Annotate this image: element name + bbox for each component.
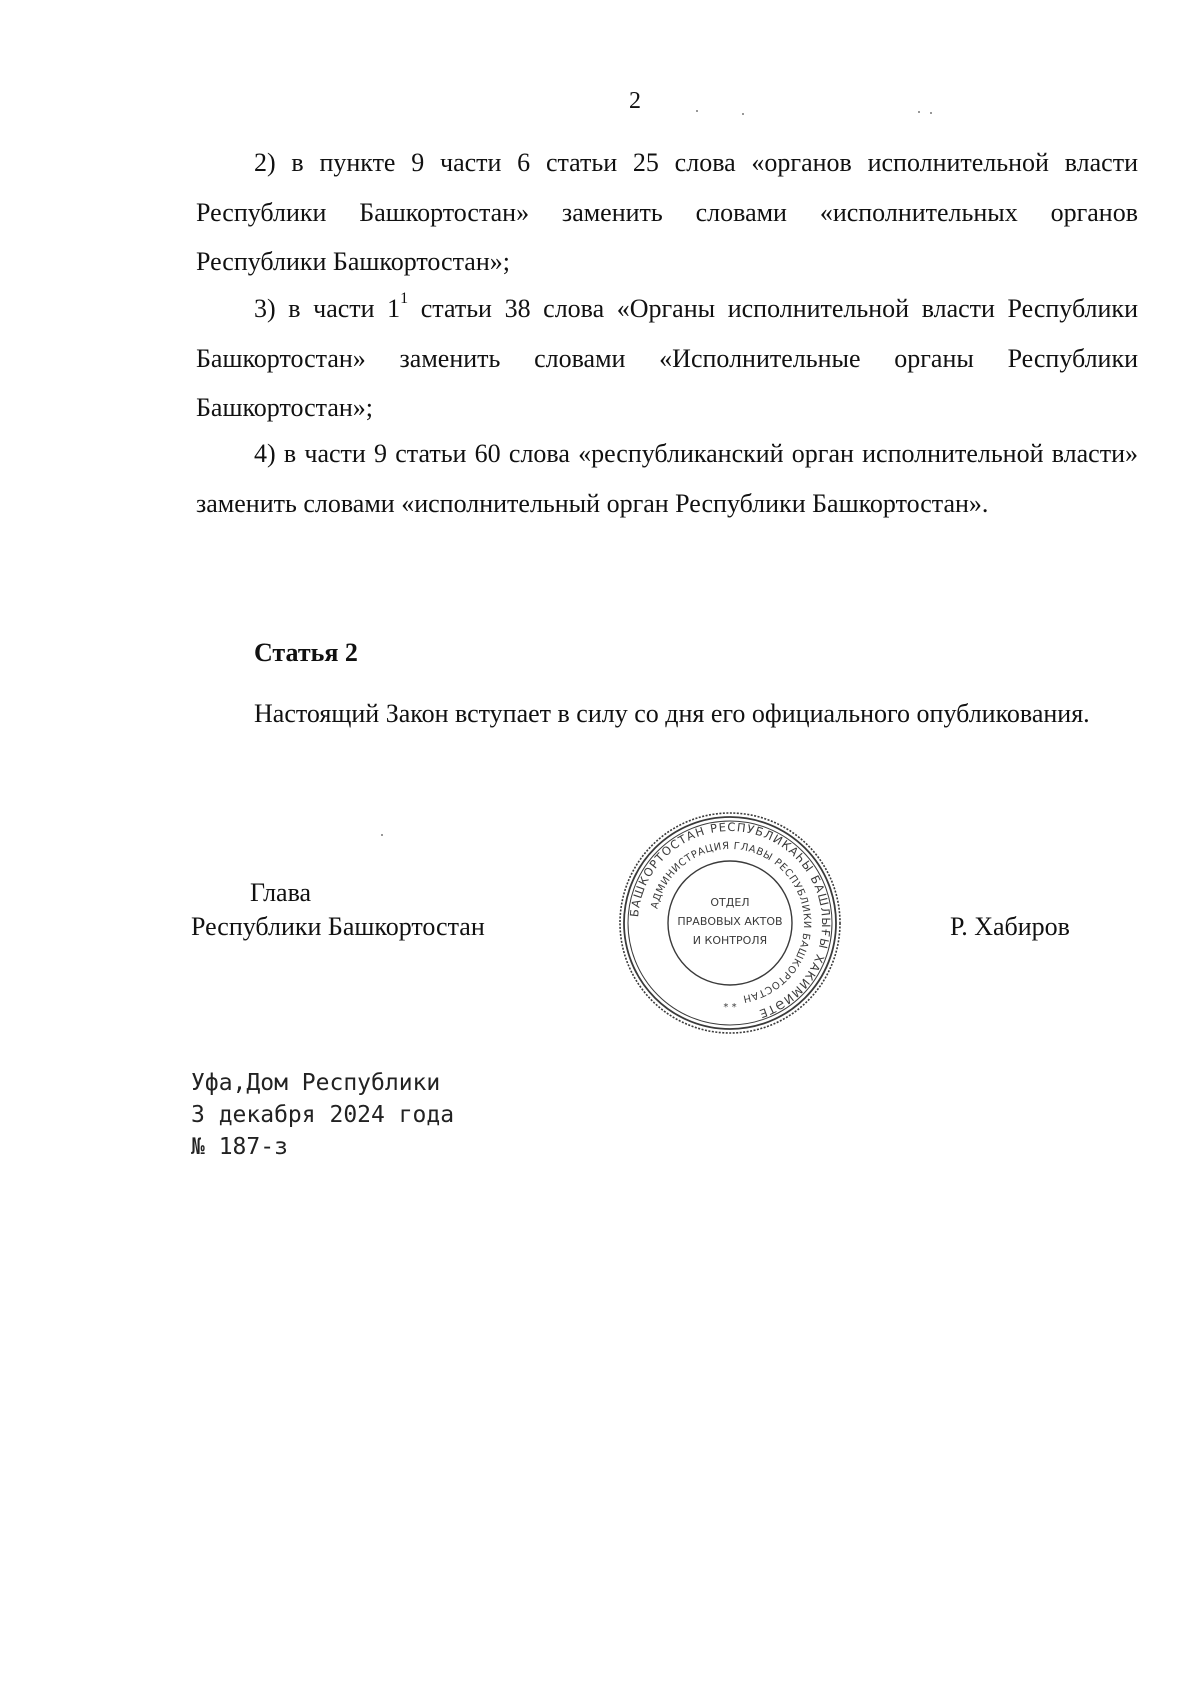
superscript-index: 1 [400, 290, 409, 307]
amendment-item-3-start: 3) в части 1 [254, 294, 401, 323]
scan-speck [930, 112, 932, 114]
official-seal [617, 810, 843, 1036]
scan-speck [742, 113, 744, 115]
seal-center-line-2: ПРАВОВЫХ АКТОВ [677, 915, 783, 928]
amendment-item-2: 2) в пункте 9 части 6 статьи 25 слова «органов исполнительной власти Республики Башкортостан» заменить словами «исполнительных органов Республики Башкортостан»; [196, 148, 1138, 276]
seal-inner-text: АДМИНИСТРАЦИЯ ГЛАВЫ РЕСПУБЛИКИ БАШКОРТОСТАН [649, 840, 813, 1004]
seal-outer-text: БАШКОРТОСТАН РЕСПУБЛИКАҺЫ БАШЛЫҒЫ ХАКИМИӘТЕ [627, 819, 834, 1022]
signer-title-line-1: Глава [250, 878, 312, 907]
scan-speck [918, 111, 920, 113]
signer-title-line-2: Республики Башкортостан [191, 912, 485, 941]
document-footer [191, 1067, 454, 1163]
seal-center-line-1: ОТДЕЛ [710, 896, 750, 909]
page-number: 2 [629, 88, 641, 114]
signer-name: Р. Хабиров [950, 912, 1070, 941]
seal-center-line-3: И КОНТРОЛЯ [692, 934, 768, 947]
amendment-item-3 [196, 284, 1138, 433]
scan-speck [696, 110, 698, 112]
footer-place: Уфа,Дом Республики [191, 1070, 441, 1096]
footer-date: 3 декабря 2024 года [191, 1102, 455, 1128]
article-heading: Статья 2 [254, 638, 358, 667]
amendment-item-4: 4) в части 9 статьи 60 слова «республиканский орган исполнительной власти» заменить словами «исполнительный орган Республики Башкортостан». [196, 439, 1138, 518]
footer-number: № 187-з [191, 1134, 288, 1160]
amendment-item-3-rest: статьи 38 слова «Органы исполнительной власти Республики Башкортостан» заменить словами «Исполнительные органы Республики Башкортостан»; [196, 294, 1138, 422]
article-text: Настоящий Закон вступает в силу со дня его официального опубликования. [254, 699, 1090, 728]
scan-speck [381, 834, 383, 836]
seal-star-mark: * * [723, 1002, 737, 1013]
